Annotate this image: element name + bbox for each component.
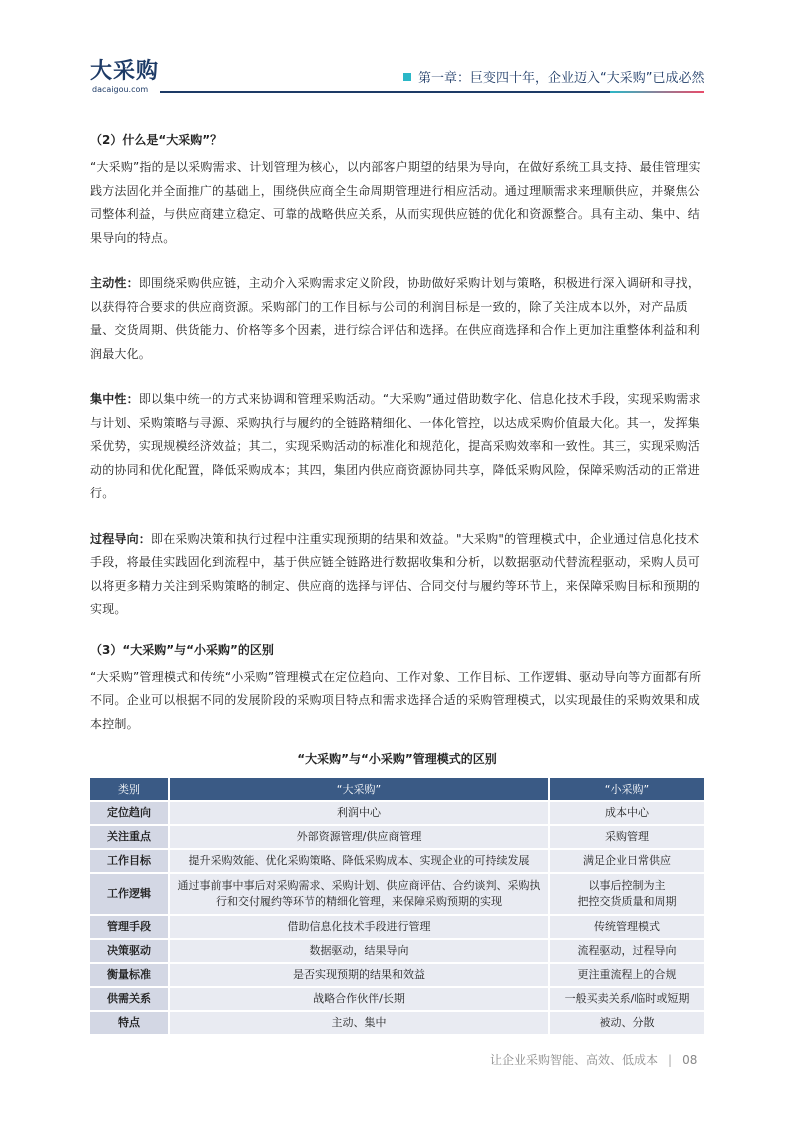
table-header-category: 类别 [90, 778, 168, 800]
row-category: 供需关系 [90, 988, 168, 1010]
process-label: 过程导向： [90, 531, 152, 546]
row-category: 衡量标准 [90, 964, 168, 986]
chapter-title [403, 71, 704, 87]
brand-logo-domain: dacaigou.com [92, 85, 149, 94]
row-small: 一般买卖关系/临时或短期 [550, 988, 704, 1010]
header-divider [160, 91, 610, 93]
table-row [90, 874, 704, 914]
table-header-row [90, 778, 704, 800]
row-big: 战略合作伙伴/长期 [170, 988, 548, 1010]
row-small: 成本中心 [550, 802, 704, 824]
row-big: 是否实现预期的结果和效益 [170, 964, 548, 986]
row-category: 工作逻辑 [90, 874, 168, 914]
active-paragraph [90, 272, 704, 366]
central-paragraph [90, 388, 704, 506]
footer-slogan: 让企业采购智能、高效、低成本 [490, 1053, 659, 1067]
header-divider-accent [610, 91, 704, 93]
process-paragraph [90, 528, 704, 622]
table-header-small: “小采购” [550, 778, 704, 800]
table-header-big: “大采购” [170, 778, 548, 800]
row-category: 关注重点 [90, 826, 168, 848]
row-small: 更注重流程上的合规 [550, 964, 704, 986]
row-big: 通过事前事中事后对采购需求、采购计划、供应商评估、合约谈判、采购执行和交付履约等环节的精细化管理，来保障采购预期的实现 [170, 874, 548, 914]
row-small: 以事后控制为主 把控交货质量和周期 [550, 874, 704, 914]
brand-logo: 大采购 [90, 59, 160, 84]
row-category: 管理手段 [90, 916, 168, 938]
row-big: 借助信息化技术手段进行管理 [170, 916, 548, 938]
table-title: “大采购”与“小采购”管理模式的区别 [297, 752, 497, 766]
table-row [90, 940, 704, 962]
chapter-title-text: 第一章：巨变四十年，企业迈入“大采购”已成必然 [418, 71, 705, 86]
definition-paragraph: “大采购”指的是以采购需求、计划管理为核心，以内部客户期望的结果为导向，在做好系统工具支持、最佳管理实践方法固化并全面推广的基础上，围绕供应商全生命周期管理进行相应活动。通过理顺需求来理顺供应，并聚焦公司整体利益，与供应商建立稳定、可靠的战略供应关系，从而实现供应链的优化和资源整合。具有主动、集中、结果导向的特点。 [90, 160, 701, 245]
page-number: 08 [682, 1053, 698, 1067]
row-category: 工作目标 [90, 850, 168, 872]
page-header [0, 0, 793, 100]
row-category: 定位趋向 [90, 802, 168, 824]
table-row [90, 826, 704, 848]
table-row [90, 988, 704, 1010]
table-row [90, 802, 704, 824]
row-category: 决策驱动 [90, 940, 168, 962]
table-row [90, 916, 704, 938]
section-heading-what-is: （2）什么是“大采购”？ [90, 133, 223, 147]
row-small: 满足企业日常供应 [550, 850, 704, 872]
row-small: 被动、分散 [550, 1012, 704, 1034]
row-small: 采购管理 [550, 826, 704, 848]
table-row [90, 850, 704, 872]
central-text: 即以集中统一的方式来协调和管理采购活动。“大采购”通过借助数字化、信息化技术手段，实现采购需求与计划、采购策略与寻源、采购执行与履约的全链路精细化、一体化管控，以达成采购价值最大化。其一，发挥集采优势，实现规模经济效益；其二，实现采购活动的标准化和规范化，提高采购效率和一致性。其三，实现采购活动的协同和优化配置，降低采购成本；其四，集团内供应商资源协同共享，降低采购风险，保障采购活动的正常进行。 [90, 392, 701, 500]
row-big: 提升采购效能、优化采购策略、降低采购成本、实现企业的可持续发展 [170, 850, 548, 872]
comparison-table [88, 776, 706, 1036]
table-row [90, 1012, 704, 1034]
active-text: 即围绕采购供应链，主动介入采购需求定义阶段，协助做好采购计划与策略，积极进行深入调研和寻找，以获得符合要求的供应商资源。采购部门的工作目标与公司的利润目标是一致的，除了关注成本以外，对产品质量、交货周期、供货能力、价格等多个因素，进行综合评估和选择。在供应商选择和合作上更加注重整体利益和利润最大化。 [90, 276, 701, 361]
row-big: 外部资源管理/供应商管理 [170, 826, 548, 848]
row-category: 特点 [90, 1012, 168, 1034]
row-big: 数据驱动，结果导向 [170, 940, 548, 962]
table-row [90, 964, 704, 986]
row-small: 传统管理模式 [550, 916, 704, 938]
page-footer [490, 1052, 697, 1068]
section-heading-difference: （3）“大采购”与“小采购”的区别 [90, 642, 274, 657]
process-text: 即在采购决策和执行过程中注重实现预期的结果和效益。"大采购"的管理模式中，企业通过信息化技术手段，将最佳实践固化到流程中，基于供应链全链路进行数据收集和分析，以数据驱动代替流程驱动，采购人员可以将更多精力关注到采购策略的制定、供应商的选择与评估、合同交付与履约等环节上，来保障采购目标和预期的实现。 [90, 531, 701, 616]
row-big: 利润中心 [170, 802, 548, 824]
active-label: 主动性： [90, 276, 139, 290]
row-big: 主动、集中 [170, 1012, 548, 1034]
difference-paragraph: “大采购”管理模式和传统“小采购”管理模式在定位趋向、工作对象、工作目标、工作逻辑、驱动导向等方面都有所不同。企业可以根据不同的发展阶段的采购项目特点和需求选择合适的采购管理模式，以实现最佳的采购效果和成本控制。 [90, 669, 702, 731]
central-label: 集中性： [90, 392, 139, 406]
row-small: 流程驱动，过程导向 [550, 940, 704, 962]
footer-separator: | [668, 1053, 673, 1067]
square-bullet-icon [403, 73, 411, 81]
page-content [90, 130, 704, 1036]
